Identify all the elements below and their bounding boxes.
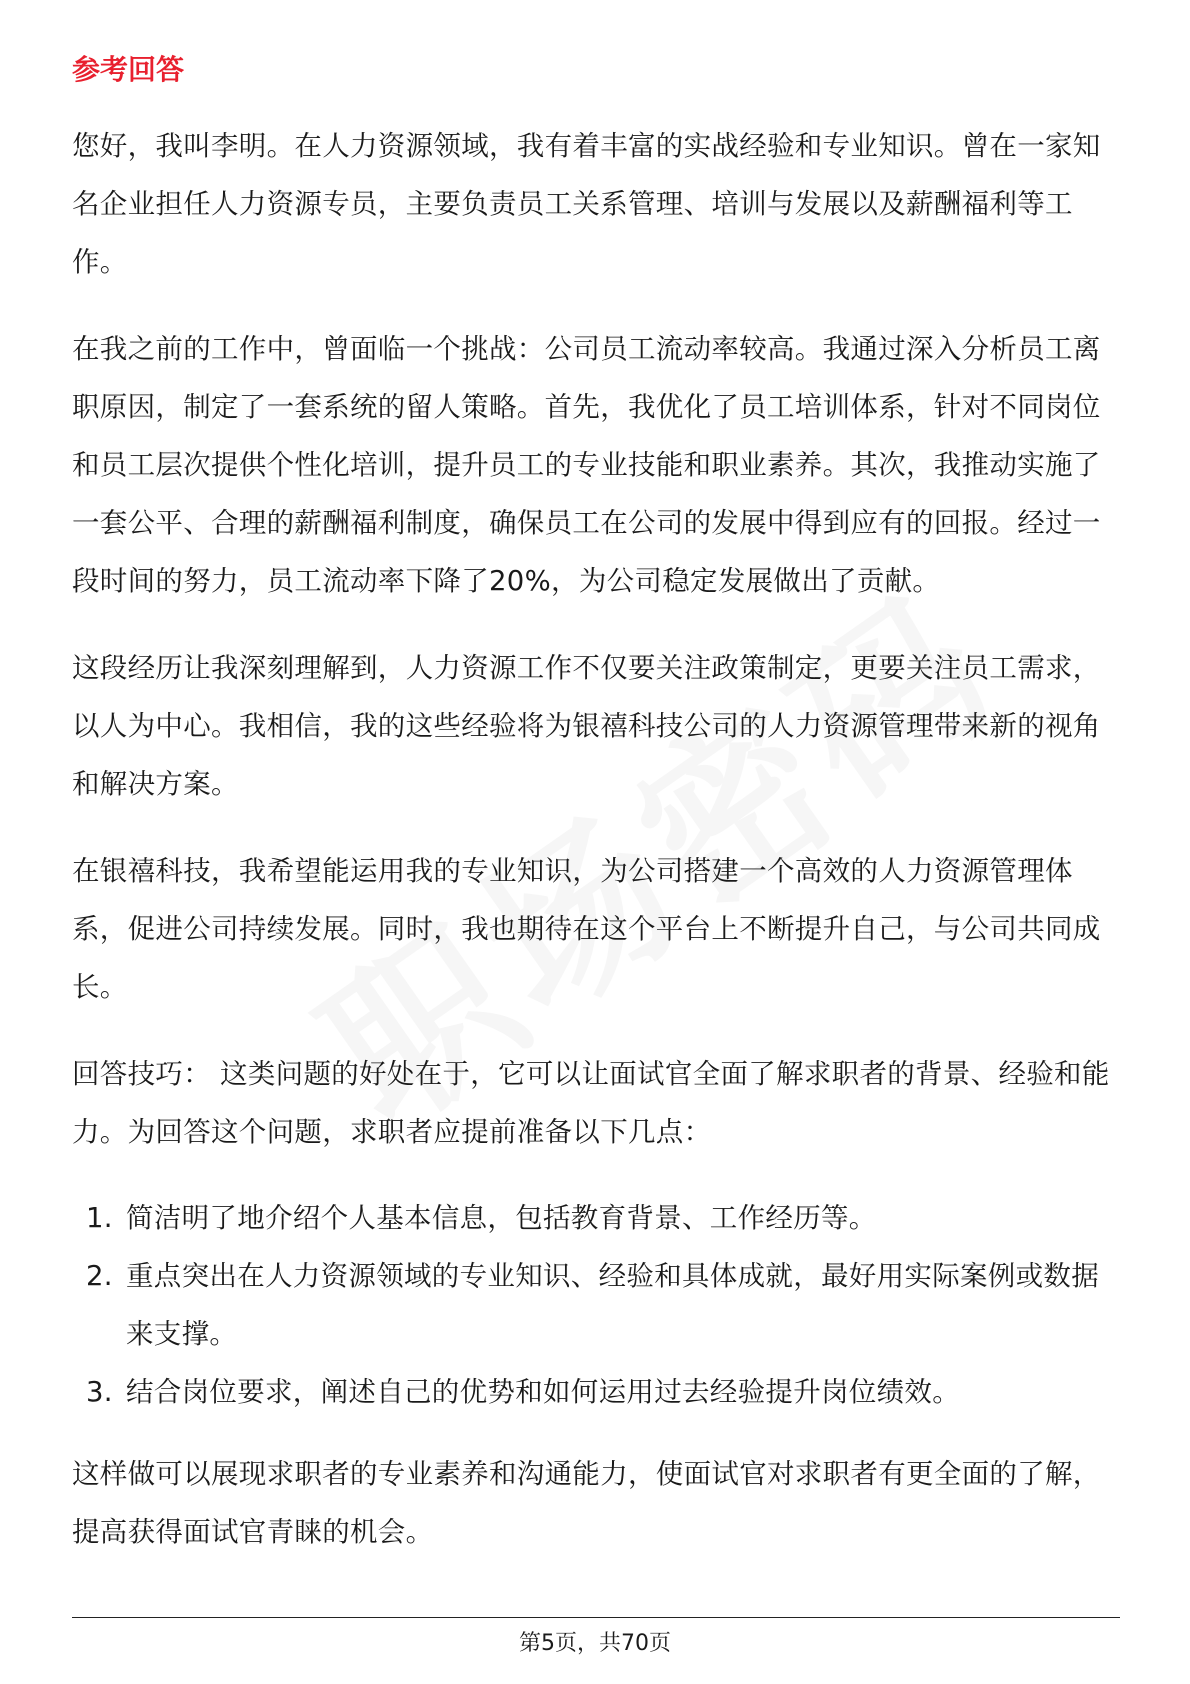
list-item-text: 结合岗位要求，阐述自己的优势和如何运用过去经验提升岗位绩效。 [126,1376,960,1408]
tips-list [72,1189,1120,1421]
list-item [72,1363,1120,1421]
list-item-number: 2. [86,1260,113,1292]
section-heading: 参考回答 [72,53,185,86]
list-item-text: 重点突出在人力资源领域的专业知识、经验和具体成就，最好用实际案例或数据来支撑。 [126,1260,1099,1350]
page-number: 第5页，共70页 [519,1631,671,1656]
list-item [72,1189,1120,1247]
answer-paragraph-conclusion: 这样做可以展现求职者的专业素养和沟通能力，使面试官对求职者有更全面的了解，提高获得面试官青睐的机会。 [72,1458,1101,1548]
list-item-number: 1. [86,1202,113,1234]
answer-paragraph-intro: 您好，我叫李明。在人力资源领域，我有着丰富的实战经验和专业知识。曾在一家知名企业担任人力资源专员，主要负责员工关系管理、培训与发展以及薪酬福利等工作。 [72,130,1101,278]
answer-paragraph-goal: 在银禧科技，我希望能运用我的专业知识，为公司搭建一个高效的人力资源管理体系，促进公司持续发展。同时，我也期待在这个平台上不断提升自己，与公司共同成长。 [72,855,1101,1003]
list-item [72,1247,1120,1363]
list-item-text: 简洁明了地介绍个人基本信息，包括教育背景、工作经历等。 [126,1202,877,1234]
answer-paragraph-insight: 这段经历让我深刻理解到，人力资源工作不仅要关注政策制定，更要关注员工需求，以人为中心。我相信，我的这些经验将为银禧科技公司的人力资源管理带来新的视角和解决方案。 [72,652,1101,800]
list-item-number: 3. [86,1376,113,1408]
answer-paragraph-challenge: 在我之前的工作中，曾面临一个挑战：公司员工流动率较高。我通过深入分析员工离职原因，制定了一套系统的留人策略。首先，我优化了员工培训体系，针对不同岗位和员工层次提供个性化培训，提升员工的专业技能和职业素养。其次，我推动实施了一套公平、合理的薪酬福利制度，确保员工在公司的发展中得到应有的回报。经过一段时间的努力，员工流动率下降了20%，为公司稳定发展做出了贡献。 [72,333,1101,597]
footer-divider [72,1617,1120,1618]
answer-tips-intro: 回答技巧： 这类问题的好处在于，它可以让面试官全面了解求职者的背景、经验和能力。为回答这个问题，求职者应提前准备以下几点： [72,1058,1110,1148]
